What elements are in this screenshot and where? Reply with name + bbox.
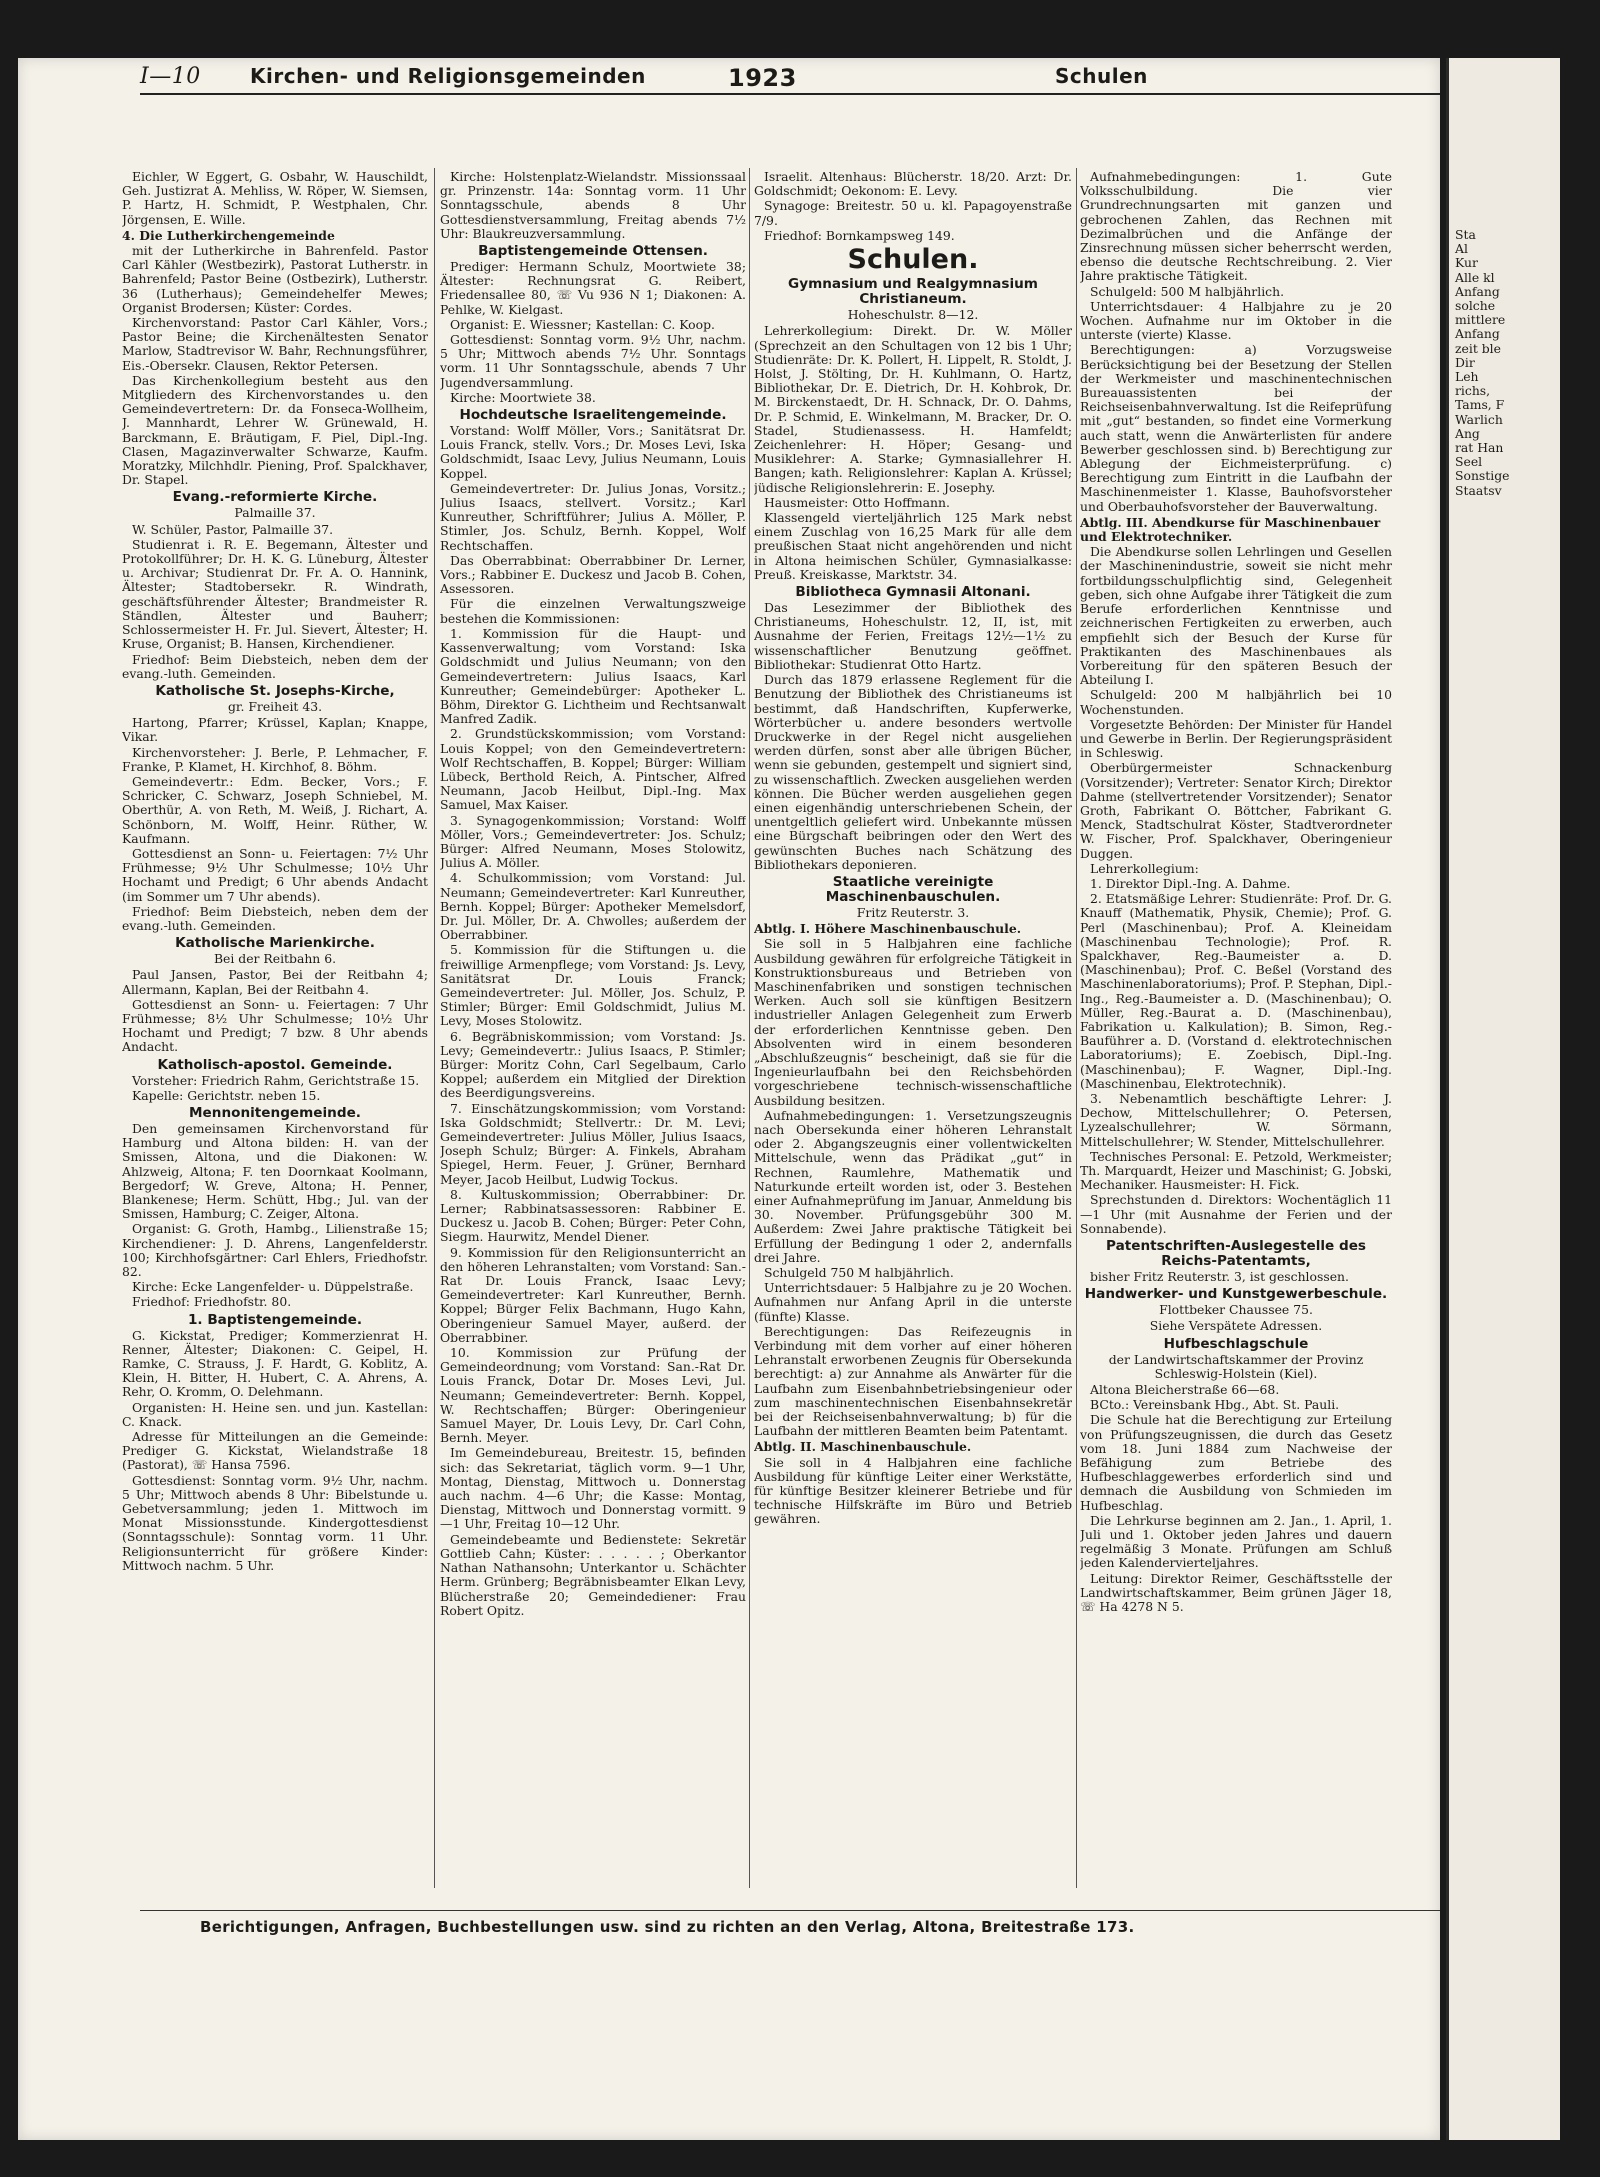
paragraph: 3. Nebenamtlich beschäftigte Lehrer: J. Dechow, Mittelschullehrer; O. Petersen, Lyzealschullehrer; W. Sörmann, Mittelschullehrer; W. Stender, Mittelschullehrer. xyxy=(1080,1091,1392,1149)
adjacent-page-line: Tams, F xyxy=(1455,397,1505,413)
adjacent-page-line: Alle kl xyxy=(1455,269,1495,285)
paragraph: Aufnahmebedingungen: 1. Gute Volksschulbildung. Die vier Grundrechnungsarten mit ganzen und gebrochenen Zahlen, das Rechnen mit Dezimalbrüchen und die Anfänge der Zinsrechnung müssen sicher beherrscht werden, ebenso die deutsche Rechtschreibung. 2. Vier Jahre praktische Tätigkeit. xyxy=(1080,170,1392,284)
paragraph: Friedhof: Beim Diebsteich, neben dem der evang.-luth. Gemeinden. xyxy=(122,903,428,933)
section-address: gr. Freiheit 43. xyxy=(227,698,323,714)
chapter-heading: Schulen. xyxy=(847,244,979,276)
paragraph: Lehrerkollegium: xyxy=(1090,860,1199,876)
adjacent-page-line: Al xyxy=(1455,241,1468,257)
paragraph: Berechtigungen: a) Vorzugsweise Berücksichtigung bei der Besetzung der Stellen der Werkmeister und maschinentechnischen Bureauassistenten bei der Reichseisenbahnverwaltung. Ist die Reifeprüfung mit „gut“ bestanden, so findet eine Vormerkung auch statt, wenn die Anwärterlisten für andere Bewerber geschlossen sind. b) Berechtigung zur Ablegung der Eichmeisterprüfung. c) Berechtigung zum Eintritt in die Laufbahn der Maschinenmeister 1. Klasse, Bauhofsvorsteher und Oberbauhofsvorsteher der Bauverwaltung. xyxy=(1080,342,1392,514)
paragraph: Israelit. Altenhaus: Blücherstr. 18/20. Arzt: Dr. Goldschmidt; Oekonom: E. Levy. xyxy=(754,170,1072,199)
paragraph: Adresse für Mitteilungen an die Gemeinde: Prediger G. Kickstat, Wielandstraße 18 (Pastorat), ☏ Hansa 7596. xyxy=(122,1429,428,1473)
paragraph: 4. Schulkommission; vom Vorstand: Jul. Neumann; Gemeindevertreter: Karl Kunreuther, Bernh. Koppel; Bürger: Apotheker Memelsdorf, Dr. Jul. Möller, Dr. A. Chwolles; außerdem der Oberrabbiner. xyxy=(440,870,746,943)
paragraph: 9. Kommission für den Religionsunterricht an den höheren Lehranstalten; vom Vorstand: San.-Rat Dr. Louis Franck, Isaac Levy; Gemeindevertreter: Karl Kunreuther, Bernh. Koppel; Bürger Felix Bachmann, Hugo Kahn, Oberingenieur Samuel Mayer, außerd. der Oberrabbiner. xyxy=(440,1244,746,1345)
text-column-2 xyxy=(440,170,746,1890)
paragraph: Gemeindevertr.: Edm. Becker, Vors.; F. Schricker, C. Schwarz, Joseph Schniebel, M. Oberthür, A. von Reth, M. Weiß, J. Richart, A. Schönborn, M. Wolff, Heinr. Rüther, W. Kaufmann. xyxy=(122,773,428,846)
paragraph: Vorstand: Wolff Möller, Vors.; Sanitätsrat Dr. Louis Franck, stellv. Vors.; Dr. Moses Levi, Iska Goldschmidt, Isaac Levy, Julius Neumann, Louis Koppel. xyxy=(440,423,746,481)
section-heading: Patentschriften-Auslegestelle des Reichs-Patentamts, xyxy=(1105,1238,1367,1270)
adjacent-page-line: Anfang xyxy=(1455,283,1500,299)
page-number: I—10 xyxy=(140,64,201,89)
paragraph: Gottesdienst: Sonntag vorm. 9½ Uhr, nachm. 5 Uhr; Mittwoch abends 8 Uhr: Bibelstunde u. Gebetversammlung; jeden 1. Mittwoch im Monat Missionsstunde. Kindergottesdienst (Sonntagsschule): Sonntag vorm. 11 Uhr. Religionsunterricht für größere Kinder: Mittwoch nachm. 5 Uhr. xyxy=(122,1472,428,1573)
paragraph: Oberbürgermeister Schnackenburg (Vorsitzender); Vertreter: Senator Kirch; Direktor Dahme (stellvertretender Vorsitzender); Senator Groth, Fabrikant O. Böttcher, Fabrikant G. Menck, Stadtschulrat Köster, Stadtverordneter W. Fischer, Prof. Spalckhaver, Oberingenieur Duggen. xyxy=(1080,760,1392,861)
publisher-footer: Berichtigungen, Anfragen, Buchbestellungen usw. sind zu richten an den Verlag, Altona, Breitestraße 173. xyxy=(200,1918,1135,1936)
paragraph: Studienrat i. R. E. Begemann, Ältester und Protokollführer; Dr. H. K. G. Lüneburg, Ältester u. Archivar; Studienrat Dr. Fr. A. O. Hannink, Ältester; Stadtobersekr. R. Windrath, geschäftsführender Ältester; Brandmeister R. Ständlen, Ältester und Bauherr; Schlossermeister H. Fr. Jul. Sievert, Ältester; H. Kruse, Organist; B. Hansen, Kirchendiener. xyxy=(122,536,428,652)
paragraph: W. Schüler, Pastor, Palmaille 37. xyxy=(132,521,334,537)
paragraph: Eichler, W Eggert, G. Osbahr, W. Hauschildt, Geh. Justizrat A. Mehliss, W. Röper, W. Siemsen, P. Hartz, H. Schmidt, P. Westphalen, Chr. Jörgensen, E. Wille. xyxy=(122,170,428,227)
section-heading: Handwerker- und Kunstgewerbeschule. xyxy=(1084,1286,1388,1303)
paragraph: 1. Kommission für die Haupt- und Kassenverwaltung; vom Vorstand: Iska Goldschmidt und Julius Neumann; von den Gemeindevertretern: Julius Isaacs, Karl Kunreuther; Gemeindebürger: Apotheker L. Böhm, Direktor G. Lichtheim und Rechtsanwalt Manfred Zadik. xyxy=(440,625,746,727)
paragraph: Friedhof: Friedhofstr. 80. xyxy=(132,1294,292,1310)
paragraph: Das Oberrabbinat: Oberrabbiner Dr. Lerner, Vors.; Rabbiner E. Duckesz und Jacob B. Cohen, Assessoren. xyxy=(440,552,746,597)
section-heading: Katholische Marienkirche. xyxy=(175,935,375,952)
paragraph: 2. Grundstückskommission; vom Vorstand: Louis Koppel; von den Gemeindevertretern: Wolf Rechtschaffen, B. Koppel; Bürger: William Lübeck, Berthold Reich, A. Pintscher, Alfred Neumann, Jacob Heilbut, Dipl.-Ing. Max Samuel, Max Kaiser. xyxy=(440,726,746,813)
section-heading: Katholische St. Josephs-Kirche, xyxy=(155,682,395,699)
paragraph: 5. Kommission für die Stiftungen u. die freiwillige Armenpflege; vom Vorstand: Js. Levy, Sanitätsrat Dr. Louis Franck; Gemeindevertreter: Jul. Möller, Jos. Schulz, P. Stimler; Bürger: Emil Goldschmidt, Julius M. Levy, Moses Stolowitz. xyxy=(440,942,746,1029)
adjacent-page-line: Anfang xyxy=(1455,326,1500,342)
header-rule xyxy=(140,93,1440,95)
paragraph: Unterrichtsdauer: 5 Halbjahre zu je 20 Wochen. Aufnahmen nur Anfang April in die unterste (fünfte) Klasse. xyxy=(754,1280,1072,1324)
running-section: Schulen xyxy=(1055,64,1148,88)
paragraph: Organisten: H. Heine sen. und jun. Kastellan: C. Knack. xyxy=(122,1399,428,1429)
adjacent-page-line: Sta xyxy=(1455,227,1476,242)
paragraph: 7. Einschätzungskommission; vom Vorstand: Iska Goldschmidt; Stellvertr.: Dr. M. Levi; Gemeindevertreter: Julius Möller, Julius Isaacs, Joseph Schulz; Bürger: A. Finkels, Abraham Spiegel, Herm. Feuer, J. Grüner, Bernhard Meyer, Jacob Heilbut, Ludwig Tockus. xyxy=(440,1100,746,1187)
paragraph: Friedhof: Bornkampsweg 149. xyxy=(764,227,955,243)
paragraph: Das Lesezimmer der Bibliothek des Christianeums, Hoheschulstr. 12, II, ist, mit Ausnahme der Ferien, Freitags 12½—1½ zu wissenschaftlicher Benutzung geöffnet. Bibliothekar: Studienrat Otto Hartz. xyxy=(754,600,1072,672)
paragraph: Klassengeld vierteljährlich 125 Mark nebst einem Zuschlag von 16,25 Mark für alle dem preußischen Staat nicht angehörenden und nicht in Altona heimischen Schüler, Gymnasialkasse: Preuß. Kreiskasse, Marktstr. 34. xyxy=(754,510,1072,582)
paragraph: Schulgeld 750 M halbjährlich. xyxy=(764,1265,954,1281)
text-column-4 xyxy=(1080,170,1392,1890)
adjacent-page-line: solche xyxy=(1455,298,1496,314)
adjacent-page-line: mittlere xyxy=(1455,312,1506,328)
paragraph: 8. Kultuskommission; Oberrabbiner: Dr. Lerner; Rabbinatsassessoren: Rabbiner E. Duckesz u. Jacob B. Cohen; Bürger: Peter Cohn, Siegm. Haurwitz, Mendel Diener. xyxy=(440,1186,746,1245)
paragraph: Berechtigungen: Das Reifezeugnis in Verbindung mit dem vorher auf einer höheren Lehranstalt erworbenen Zeugnis für Obersekunda berechtigt: a) zur Annahme als Anwärter für die Laufbahn zum Eisenbahnbetriebsingenieur oder zum maschinentechnischen Eisenbahnsekretär bei der Reichseisenbahnverwaltung; b) für die Laufbahn der mittleren Beamten beim Patentamt. xyxy=(754,1323,1072,1439)
column-divider xyxy=(1076,168,1077,1888)
paragraph: Organist: E. Wiessner; Kastellan: C. Koop. xyxy=(450,316,715,332)
section-heading: 4. Die Lutherkirchengemeinde xyxy=(122,227,335,243)
paragraph: Die Abendkurse sollen Lehrlingen und Gesellen der Maschinenindustrie, soweit sie nicht mehr fortbildungsschulpflichtig sind, Gelegenheit geben, sich ohne Aufgabe ihrer Tätigkeit die zum Berufe erforderlichen Kenntnisse und zeichnerischen Fertigkeiten zu erwerben, auch empfiehlt sich der Besuch der Kurse für Praktikanten des Maschinenbaues als Vorbereitung für den späteren Besuch der Abteilung I. xyxy=(1080,544,1392,688)
paragraph: Kirche: Holstenplatz-Wielandstr. Missionssaal gr. Prinzenstr. 14a: Sonntag vorm. 11 Uhr Sonntagsschule, abends 8 Uhr Gottesdienstversammlung, Freitag abends 7½ Uhr: Blaukreuzversammlung. xyxy=(440,170,746,241)
adjacent-page-line: Dir xyxy=(1455,354,1475,370)
column-divider xyxy=(749,168,750,1888)
adjacent-page-line: Sonstige xyxy=(1455,468,1510,484)
paragraph: Kirche: Moortwiete 38. xyxy=(450,389,596,405)
paragraph: Die Lehrkurse beginnen am 2. Jan., 1. April, 1. Juli und 1. Oktober jeden Jahres und dauern regelmäßig 3 Monate. Prüfungen am Schluß jeden Kalendervierteljahres. xyxy=(1080,1512,1392,1571)
paragraph: Den gemeinsamen Kirchenvorstand für Hamburg und Altona bilden: H. van der Smissen, Altona, und die Diakonen: W. Ahlzweig, Altona; F. ten Doornkaat Koolmann, Bergedorf; W. Greve, Altona; H. Penner, Blankenese; Herm. Schütt, Hbg.; Jul. van der Smissen, Hamburg; C. Zeiger, Altona. xyxy=(122,1120,428,1222)
paragraph: 1. Direktor Dipl.-Ing. A. Dahme. xyxy=(1090,875,1291,891)
section-note: Siehe Verspätete Adressen. xyxy=(1149,1318,1323,1334)
adjacent-page-line: Kur xyxy=(1455,255,1478,271)
section-heading: Staatliche vereinigte Maschinenbauschulen. xyxy=(825,873,1001,905)
paragraph: 2. Etatsmäßige Lehrer: Studienräte: Prof. Dr. G. Knauff (Mathematik, Physik, Chemie); Prof. G. Perl (Maschinenbau); Prof. A. Kleineidam (Maschinenbau Technologie); Prof. R. Spalckhaver, Reg.-Baumeister a. D. (Maschinenbau); Prof. C. Beßel (Vorstand des Maschinenlaboratoriums); Prof. P. Stephan, Dipl.-Ing., Reg.-Baumeister a. D. (Maschinenbau); O. Müller, Reg.-Baurat a. D. (Maschinenbau), Fabrikation u. Kalkulation); B. Simon, Reg.-Bauführer a. D. (Vorstand d. elektrotechnischen Laboratoriums); E. Zoebisch, Dipl.-Ing. (Maschinenbau); F. Wagner, Dipl.-Ing. (Maschinenbau, Elektrotechnik). xyxy=(1080,891,1392,1091)
adjacent-page-line: Seel xyxy=(1455,454,1483,470)
paragraph: Friedhof: Beim Diebsteich, neben dem der evang.-luth. Gemeinden. xyxy=(122,651,428,681)
paragraph: mit der Lutherkirche in Bahrenfeld. Pastor Carl Kähler (Westbezirk), Pastorat Lutherstr. in Bahrenfeld; Pastor Beine (Ostbezirk), Lutherstr. 36 (Lutherhaus); Gemeindehelfer Mewes; Organist Brodersen; Küster: Cordes. xyxy=(122,243,428,315)
scan-edge xyxy=(1560,0,1600,2177)
adjacent-page-line: rat Han xyxy=(1455,440,1504,456)
paragraph: Vorgesetzte Behörden: Der Minister für Handel und Gewerbe in Berlin. Der Regierungspräsident in Schleswig. xyxy=(1080,716,1392,761)
paragraph: bisher Fritz Reuterstr. 3, ist geschlossen. xyxy=(1090,1269,1349,1285)
paragraph: Prediger: Hermann Schulz, Moortwiete 38; Ältester: Rechnungsrat G. Reibert, Friedensallee 80, ☏ Vu 936 N 1; Diakonen: A. Pehlke, W. Kielgast. xyxy=(440,259,746,317)
section-address: Palmaille 37. xyxy=(234,505,316,521)
section-heading: Evang.-reformierte Kirche. xyxy=(172,489,378,506)
section-heading: Mennonitengemeinde. xyxy=(189,1104,361,1121)
paragraph: Schulgeld: 200 M halbjährlich bei 10 Wochenstunden. xyxy=(1080,687,1392,717)
paragraph: Gemeindebeamte und Bedienstete: Sekretär Gottlieb Cahn; Küster: . . . . . ; Oberkantor Nathan Nathansohn; Unterkantor u. Schächter Herm. Grünberg; Begräbnisbeamter Elkan Levy, Blücherstraße 20; Gemeindediener: Frau Robert Opitz. xyxy=(440,1531,746,1618)
paragraph: Lehrerkollegium: Direkt. Dr. W. Möller (Sprechzeit an den Schultagen von 12 bis 1 Uhr; Studienräte: Dr. K. Pollert, H. Lippelt, R. Stoldt, J. Holst, J. Stölting, Dr. H. Kuhlmann, O. Hartz, Bibliothekar, Dr. E. Dietrich, Dr. H. Kohbrok, Dr. M. Birckenstaedt, Dr. H. Schnack, Dr. O. Dahms, Dr. P. Schmid, E. Winkelmann, M. Bracker, Dr. O. Stadel, Studienassess. H. Hamfeldt; Zeichenlehrer: H. Höper; Gesang- und Musiklehrer: A. Starke; Gymnasiallehrer H. Bangen; kath. Religionslehrer: Kaplan A. Krüssel; jüdische Religionslehrerin: E. Josephy. xyxy=(754,323,1072,495)
section-address: Bei der Reitbahn 6. xyxy=(213,951,337,967)
running-year: 1923 xyxy=(728,64,797,92)
section-heading: Gymnasium und Realgymnasium Christianeum. xyxy=(788,276,1038,308)
paragraph: 10. Kommission zur Prüfung der Gemeindeordnung; vom Vorstand: San.-Rat Dr. Louis Franck, Dotar Dr. Moses Levi, Jul. Neumann; Gemeindevertreter: Bernh. Koppel, W. Rechtschaffen; Bürger: Oberingenieur Samuel Mayer, Dr. Louis Levy, Dr. Carl Cohn, Bernh. Meyer. xyxy=(440,1345,746,1446)
paragraph: Durch das 1879 erlassene Reglement für die Benutzung der Bibliothek des Christianeums ist bestimmt, daß Handschriften, Kupferwerke, Wörterbücher u. andere besonders wertvolle Druckwerke in der Regel nicht ausgeliehen werden dürfen, sonst aber alle übrigen Bücher, wenn sie gebunden, gestempelt und signiert sind, zu wissenschaftlich. Zwecken ausgeliehen werden können. Die Bücher werden ausgeliehen gegen einen eigenhändig unterschriebenen Schein, der unentgeltlich geliefert wird. Unbekannte müssen eine Bürgschaft beibringen oder den Wert des gewünschten Buches nach Schätzung des Bibliothekars deponieren. xyxy=(754,672,1072,872)
section-heading: Katholisch-apostol. Gemeinde. xyxy=(157,1056,393,1073)
adjacent-page-line: Leh xyxy=(1455,369,1479,385)
paragraph: Kapelle: Gerichtstr. neben 15. xyxy=(132,1087,321,1103)
text-column-1 xyxy=(122,170,428,1890)
footer-rule xyxy=(140,1910,1440,1911)
paragraph: Kirche: Ecke Langenfelder- u. Düppelstraße. xyxy=(132,1279,414,1295)
paragraph: Die Schule hat die Berechtigung zur Erteilung von Prüfungszeugnissen, die durch das Gesetz vom 18. Juni 1884 zum Nachweise der Befähigung zum Betriebe des Hufbeschlaggewerbes erforderlich sind und demnach die Ausbildung von Schmieden im Hufbeschlag. xyxy=(1080,1412,1392,1513)
paragraph: Das Kirchenkollegium besteht aus den Mitgliedern des Kirchenvorstandes u. den Gemeindevertretern: Dr. da Fonseca-Wollheim, J. Mannhardt, Lehrer W. Grünewald, H. Barckmann, E. Bräutigam, F. Piel, Dipl.-Ing. Clasen, Magazinverwalter Schwarze, Kaufm. Moratzky, Milchhdlr. Piening, Prof. Spalckhaver, Dr. Stapel. xyxy=(122,372,428,488)
paragraph: Für die einzelnen Verwaltungszweige bestehen die Kommissionen: xyxy=(440,596,746,626)
section-heading: Hochdeutsche Israelitengemeinde. xyxy=(459,407,727,424)
paragraph: Sie soll in 5 Halbjahren eine fachliche Ausbildung gewähren für erfolgreiche Tätigkeit in Konstruktionsbureaus und Betrieben von Maschinenfabriken und sonstigen technischen Werken. Auch soll sie künftigen Besitzern industrieller Anlagen Gelegenheit zum Erwerb der erforderlichen Kenntnisse geben. Den Absolventen wird in einem besonderen „Abschlußzeugnis“ bescheinigt, daß sie für die Ingenieurlaufbahn bei den Reichsbehörden vorgeschriebene technisch-wissenschaftliche Ausbildung besitzen. xyxy=(754,936,1072,1108)
paragraph: BCto.: Vereinsbank Hbg., Abt. St. Pauli. xyxy=(1090,1397,1340,1413)
paragraph: Organist: G. Groth, Hambg., Lilienstraße 15; Kirchendiener: J. D. Ahrens, Langenfelderstr. 100; Kirchhofsgärtner: Carl Ehlers, Friedhofstr. 82. xyxy=(122,1221,428,1280)
section-address: Hoheschulstr. 8—12. xyxy=(847,307,979,323)
paragraph: Gemeindevertreter: Dr. Julius Jonas, Vorsitz.; Julius Isaacs, stellvert. Vorsitz.; Karl Kunreuther, Schriftführer; Julius A. Möller, P. Stimler, Jos. Schulz, Bernh. Koppel, Wolf Rechtschaffen. xyxy=(440,480,746,553)
paragraph: Kirchenvorsteher: J. Berle, P. Lehmacher, F. Franke, P. Klamet, H. Kirchhof, 8. Böhm. xyxy=(122,744,428,774)
paragraph: Aufnahmebedingungen: 1. Versetzungszeugnis nach Obersekunda einer höheren Lehranstalt oder 2. Abgangszeugnis einer vollentwickelten Mittelschule, wenn das Prädikat „gut“ in Rechnen, Raumlehre, Mathematik und Naturkunde erteilt worden ist, oder 3. Bestehen einer Aufnahmeprüfung im Januar, Anmeldung bis 30. November. Prüfungsgebühr 300 M. Außerdem: Zwei Jahre praktische Tätigkeit bei Erfüllung der Bedingung 1 oder 2, andernfalls drei Jahre. xyxy=(754,1107,1072,1265)
section-address: Fritz Reuterstr. 3. xyxy=(856,904,970,920)
adjacent-page-line: richs, xyxy=(1455,383,1491,399)
paragraph: Leitung: Direktor Reimer, Geschäftsstelle der Landwirtschaftskammer, Beim grünen Jäger 18, ☏ Ha 4278 N 5. xyxy=(1080,1570,1392,1615)
running-title: Kirchen- und Religionsgemeinden xyxy=(250,64,646,88)
paragraph: G. Kickstat, Prediger; Kommerzienrat H. Renner, Ältester; Diakonen: C. Geipel, H. Ramke, C. Strauss, J. F. Hardt, G. Koblitz, A. Klein, H. Bitter, H. Hubert, C. A. Ahrens, A. Rehr, O. Kromm, O. Delehmann. xyxy=(122,1327,428,1400)
paragraph: 6. Begräbniskommission; vom Vorstand: Js. Levy; Gemeindevertr.: Julius Isaacs, P. Stimler; Bürger: Moritz Cohn, Carl Segelbaum, Carlo Koppel; außerdem ein Mitglied der Direktion des Beerdigungsvereins. xyxy=(440,1028,746,1101)
subsection-heading: Abtlg. II. Maschinenbauschule. xyxy=(754,1439,972,1455)
adjacent-page-line: Ang xyxy=(1455,425,1480,441)
section-address: Flottbeker Chaussee 75. xyxy=(1159,1302,1313,1318)
section-heading: Bibliotheca Gymnasii Altonani. xyxy=(795,584,1031,601)
paragraph: Paul Jansen, Pastor, Bei der Reitbahn 4; Allermann, Kaplan, Bei der Reitbahn 4. xyxy=(122,967,428,997)
subsection-heading: Abtlg. I. Höhere Maschinenbauschule. xyxy=(754,921,1022,937)
paragraph: Gottesdienst: Sonntag vorm. 9½ Uhr, nachm. 5 Uhr; Mittwoch abends 7½ Uhr. Sonntags vorm. 11 Uhr Sonntagsschule, abends 7 Uhr Jugendversammlung. xyxy=(440,332,746,390)
paragraph: Gottesdienst an Sonn- u. Feiertagen: 7 Uhr Frühmesse; 8½ Uhr Schulmesse; 10½ Uhr Hochamt und Predigt; 7 bzw. 8 Uhr abends Andacht. xyxy=(122,996,428,1055)
paragraph: Sie soll in 4 Halbjahren eine fachliche Ausbildung für künftige Leiter einer Werkstätte, für künftige Besitzer kleinerer Betriebe und für technische Hilfskräfte im Büro und Betrieb gewähren. xyxy=(754,1454,1072,1527)
section-heading: 1. Baptistengemeinde. xyxy=(187,1311,363,1328)
adjacent-page-line: zeit ble xyxy=(1455,340,1501,356)
paragraph: Technisches Personal: E. Petzold, Werkmeister; Th. Marquardt, Heizer und Maschinist; G. Jobski, Mechaniker. Hausmeister: H. Fick. xyxy=(1080,1148,1392,1193)
section-heading: Hufbeschlagschule xyxy=(1163,1335,1309,1352)
text-column-3 xyxy=(754,170,1072,1890)
paragraph: Vorsteher: Friedrich Rahm, Gerichtstraße 15. xyxy=(132,1072,420,1088)
paragraph: 3. Synagogenkommission; Vorstand: Wolff Möller, Vors.; Gemeindevertreter: Jos. Schulz; Bürger: Alfred Neumann, Moses Stolowitz, Julius A. Möller. xyxy=(440,812,746,871)
paragraph: Hartong, Pfarrer; Krüssel, Kaplan; Knappe, Vikar. xyxy=(122,715,428,745)
paragraph: Synagoge: Breitestr. 50 u. kl. Papagoyenstraße 7/9. xyxy=(754,198,1072,228)
paragraph: Hausmeister: Otto Hoffmann. xyxy=(764,494,950,510)
adjacent-page-line: Warlich xyxy=(1455,411,1503,427)
section-subtitle: der Landwirtschaftskammer der Provinz Schleswig-Holstein (Kiel). xyxy=(1108,1351,1364,1381)
paragraph: Kirchenvorstand: Pastor Carl Kähler, Vors.; Pastor Beine; die Kirchenältesten Senator Marlow, Stadtrevisor W. Bahr, Rechnungsführer, Eis.-Obersekr. Clausen, Rektor Petersen. xyxy=(122,315,428,373)
adjacent-page-line: Staatsv xyxy=(1455,482,1502,498)
paragraph: Im Gemeindebureau, Breitestr. 15, befinden sich: das Sekretariat, täglich vorm. 9—1 Uhr, Montag, Dienstag, Mittwoch u. Donnerstag auch nachm. 4—6 Uhr; die Kasse: Montag, Dienstag, Mittwoch und Donnerstag vormitt. 9—1 Uhr, Freitag 10—12 Uhr. xyxy=(440,1445,746,1532)
paragraph: Schulgeld: 500 M halbjährlich. xyxy=(1090,283,1285,299)
paragraph: Sprechstunden d. Direktors: Wochentäglich 11—1 Uhr (mit Ausnahme der Ferien und der Sonnabende). xyxy=(1080,1192,1392,1236)
column-divider xyxy=(434,168,435,1888)
paragraph: Altona Bleicherstraße 66—68. xyxy=(1090,1382,1280,1398)
subsection-heading: Abtlg. III. Abendkurse für Maschinenbauer und Elektrotechniker. xyxy=(1080,514,1381,545)
paragraph: Gottesdienst an Sonn- u. Feiertagen: 7½ Uhr Frühmesse; 9½ Uhr Schulmesse; 10½ Uhr Hochamt und Predigt; 6 Uhr abends Andacht (im Sommer um 7 Uhr abends). xyxy=(122,845,428,904)
paragraph: Unterrichtsdauer: 4 Halbjahre zu je 20 Wochen. Aufnahme nur im Oktober in die unterste (vierte) Klasse. xyxy=(1080,298,1392,343)
section-heading: Baptistengemeinde Ottensen. xyxy=(478,243,708,260)
